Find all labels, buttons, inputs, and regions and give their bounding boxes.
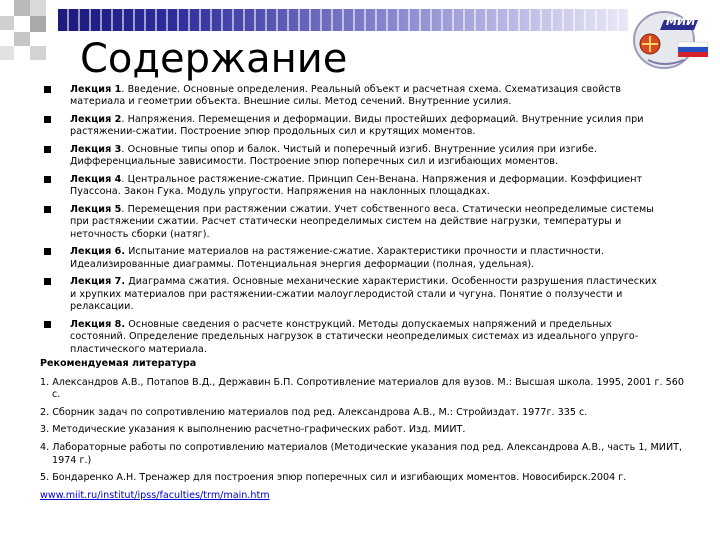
list-item-lecture-6 [44, 246, 660, 271]
logo-text: МИИТ [666, 15, 703, 28]
references-section [40, 358, 690, 502]
reference-item-2: 2. Сборник задач по сопротивлению материалов под ред. Александрова А.В., М.: Стройиздат. 1977г. 335 с. [40, 406, 588, 418]
miit-logo [628, 2, 714, 72]
decorative-checker-squares [0, 0, 60, 60]
lecture-text: . Центральное растяжение-сжатие. Принцип Сен-Венана. Напряжения и деформации. Коэффициент Пуассона. Закон Гука. Модуль упругости. Напряжения на наклонных площадках. [70, 174, 643, 198]
square-bullet-icon [44, 321, 51, 328]
lecture-label: Лекция 6. [70, 246, 126, 258]
reference-link[interactable]: www.miit.ru/institut/ipss/faculties/trm/main.htm [40, 489, 270, 501]
lecture-text: . Напряжения. Перемещения и деформации. Виды простейших деформаций. Внутренние усилия при растяжении-сжатии. Построение эпюр продольных сил и крутящих моментов. [70, 114, 644, 138]
list-item-lecture-7 [44, 276, 660, 313]
lecture-label: Лекция 7. [70, 276, 126, 288]
list-item-lecture-2 [44, 114, 660, 139]
lecture-list [44, 84, 660, 361]
lecture-text: . Перемещения при растяжении сжатии. Учет собственного веса. Статически неопределимые системы при растяжении сжатии. Расчет статически неопределимых систем на действие нагрузки, температуры и неточность сборки (натяг). [70, 204, 654, 240]
lecture-text: Испытание материалов на растяжение-сжатие. Характеристики прочности и пластичности. Идеализированные диаграммы. Потенциальная энергия деформации (полная, удельная). [70, 246, 604, 270]
lecture-label: Лекция 8. [70, 318, 126, 330]
lecture-label: Лекция 3 [70, 144, 122, 155]
lecture-text: . Основные типы опор и балок. Чистый и поперечный изгиб. Внутренние усилия при изгибе. Дифференциальные зависимости. Построение эпюр поперечных сил и изгибающих моментов. [70, 144, 597, 168]
lecture-text: Диаграмма сжатия. Основные механические характеристики. Особенности разрушения пластических и хрупких материалов при растяжении-сжатии малоуглеродистой стали и чугуна. Понятие о ползучести и релаксации. [70, 276, 657, 313]
list-item-lecture-1 [44, 84, 660, 109]
square-bullet-icon [44, 146, 51, 153]
reference-item-5: 5. Бондаренко А.Н. Тренажер для построения эпюр поперечных сил и изгибающих моментов. Новосибирск.2004 г. [40, 472, 627, 484]
list-item-lecture-8 [44, 319, 660, 356]
square-bullet-icon [44, 86, 51, 93]
list-item-lecture-3 [44, 144, 660, 169]
square-bullet-icon [44, 116, 51, 123]
references-title: Рекомендуемая литература [40, 358, 197, 369]
miit-logo-icon [628, 2, 714, 72]
list-item-lecture-5 [44, 204, 660, 241]
reference-item-4: 4. Лабораторные работы по сопротивлению материалов (Методические указания под ред. Александрова А.В., часть 1, МИИТ, 1974 г.) [40, 441, 683, 466]
reference-item-3: 3. Методические указания к выполнению расчетно-графических работ. Изд. МИИТ. [40, 424, 466, 436]
reference-item-1: 1. Александров А.В., Потапов В.Д., Державин Б.П. Сопротивление материалов для вузов. М.: Высшая школа. 1995, 2001 г. 560 с. [40, 376, 684, 401]
lecture-label: Лекция 1 [70, 84, 122, 95]
square-bullet-icon [44, 206, 51, 213]
lecture-label: Лекция 2 [70, 114, 122, 125]
lecture-label: Лекция 4 [70, 174, 122, 185]
lecture-label: Лекция 5 [70, 204, 122, 215]
square-bullet-icon [44, 278, 51, 285]
square-bullet-icon [44, 176, 51, 183]
lecture-text: Основные сведения о расчете конструкций. Методы допускаемых напряжений и предельных состояний. Определение предельных нагрузок в статически неопределимых системах из идеального упруго-пластического материала. [70, 318, 639, 355]
page-title: Содержание [80, 36, 348, 82]
lecture-text: . Введение. Основные определения. Реальный объект и расчетная схема. Схематизация свойств материала и геометрии объекта. Внешние силы. Метод сечений. Внутренние усилия. [70, 84, 622, 108]
header-gradient-band [58, 9, 628, 31]
square-bullet-icon [44, 248, 51, 255]
list-item-lecture-4 [44, 174, 660, 199]
